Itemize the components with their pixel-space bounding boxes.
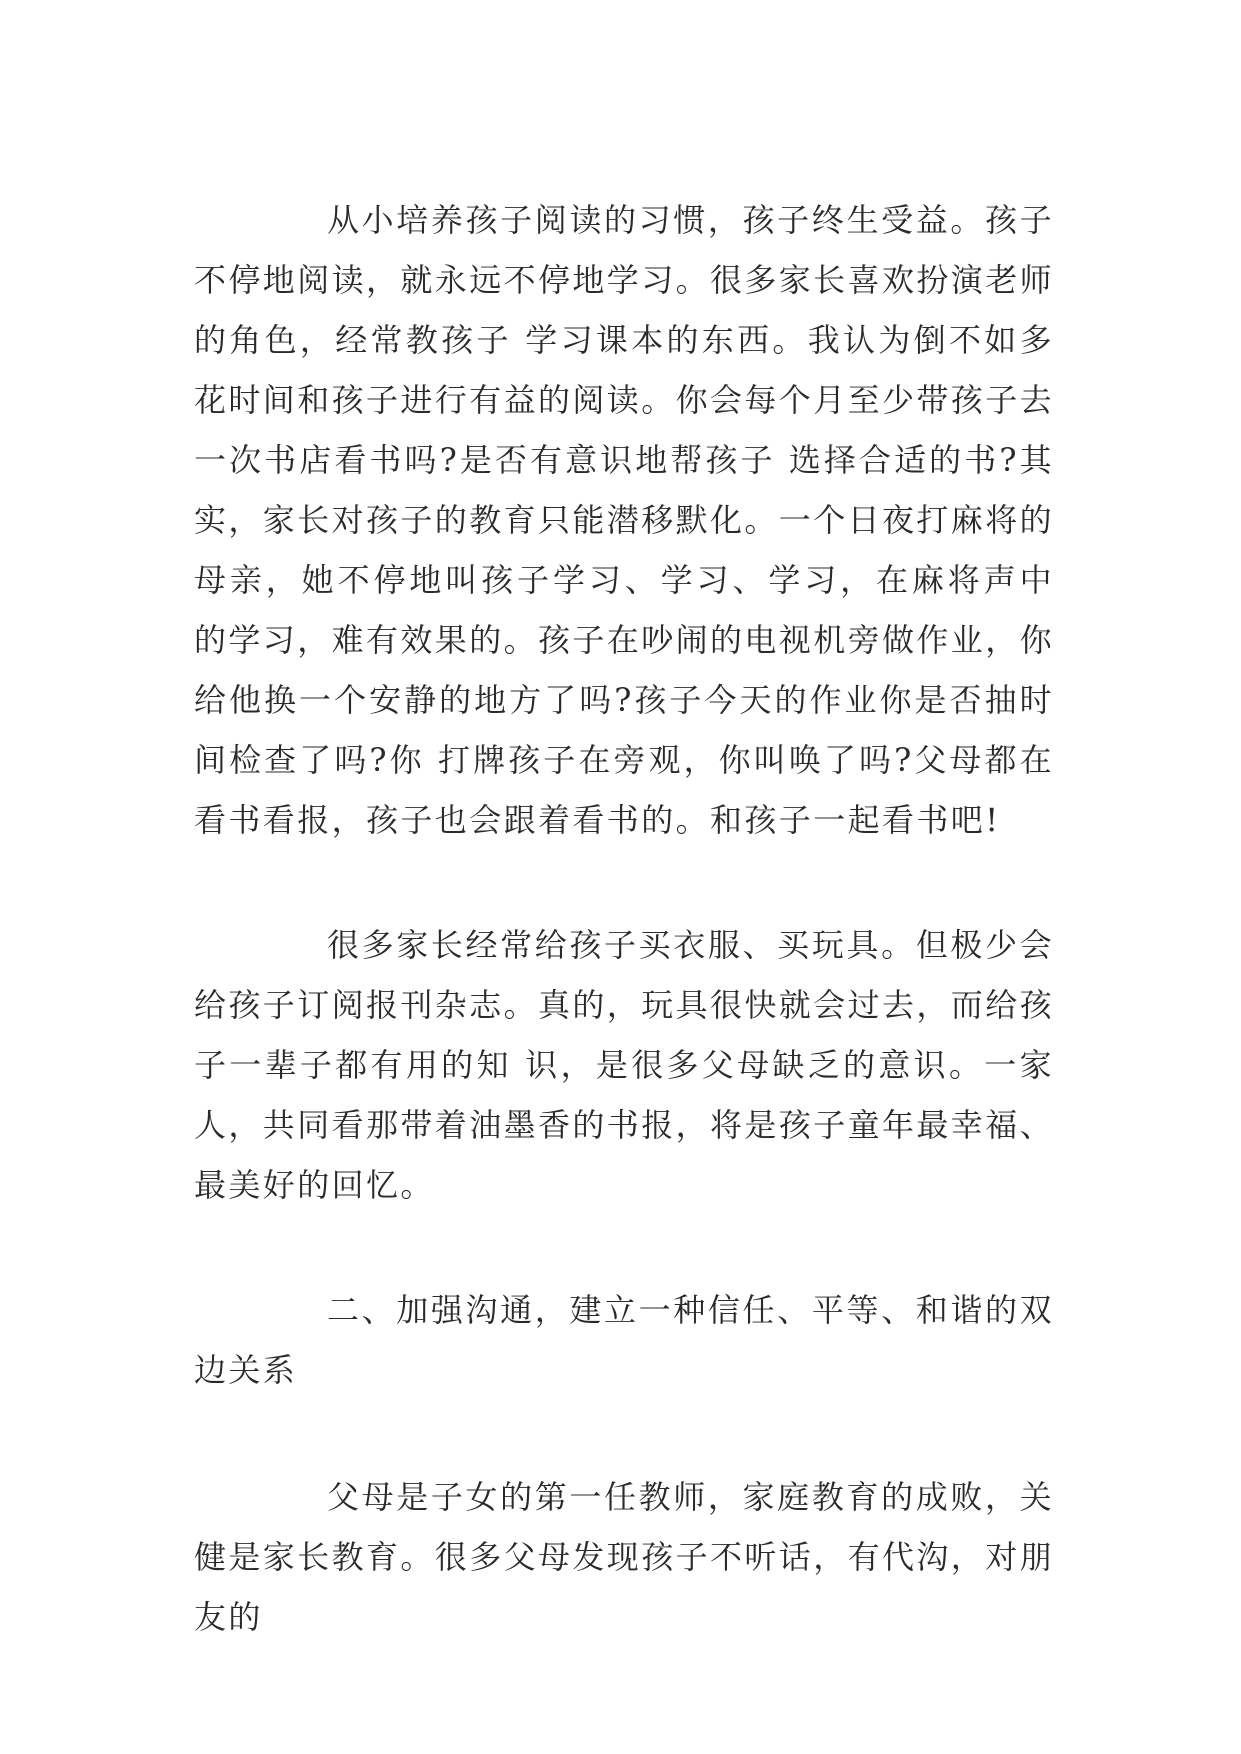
paragraph-parents-first-teacher: 父母是子女的第一任教师，家庭教育的成败，关健是家长教育。很多父母发现孩子不听话，有代沟，对朋友的	[194, 1478, 1055, 1636]
section-heading-communication: 二、加强沟通，建立一种信任、平等、和谐的双边关系	[194, 1291, 1054, 1389]
paragraph-reading-habit: 从小培养孩子阅读的习惯，孩子终生受益。孩子不停地阅读，就永远不停地学习。很多家长喜欢扮演老师的角色，经常教孩子 学习课本的东西。我认为倒不如多花时间和孩子进行有益的阅读。你会每个月至少带孩子去一次书店看书吗?是否有意识地帮孩子 选择合适的书?其实，家长对孩子的教育只能潜移默化。一个日夜打麻将的母亲，她不停地叫孩子学习、学习、学习，在麻将声中 的学习，难有效果的。孩子在吵闹的电视机旁做作业，你给他换一个安静的地方了吗?孩子今天的作业你是否抽时间检查了吗?你 打牌孩子在旁观，你叫唤了吗?父母都在看书看报，孩子也会跟着看书的。和孩子一起看书吧!	[194, 201, 1055, 839]
paragraph-subscriptions: 很多家长经常给孩子买衣服、买玩具。但极少会给孩子订阅报刊杂志。真的，玩具很快就会过去，而给孩子一辈子都有用的知 识，是很多父母缺乏的意识。一家人，共同看那带着油墨香的书报，将是孩子童年最幸福、最美好的回忆。	[194, 926, 1055, 1204]
document-page	[194, 190, 1054, 1647]
